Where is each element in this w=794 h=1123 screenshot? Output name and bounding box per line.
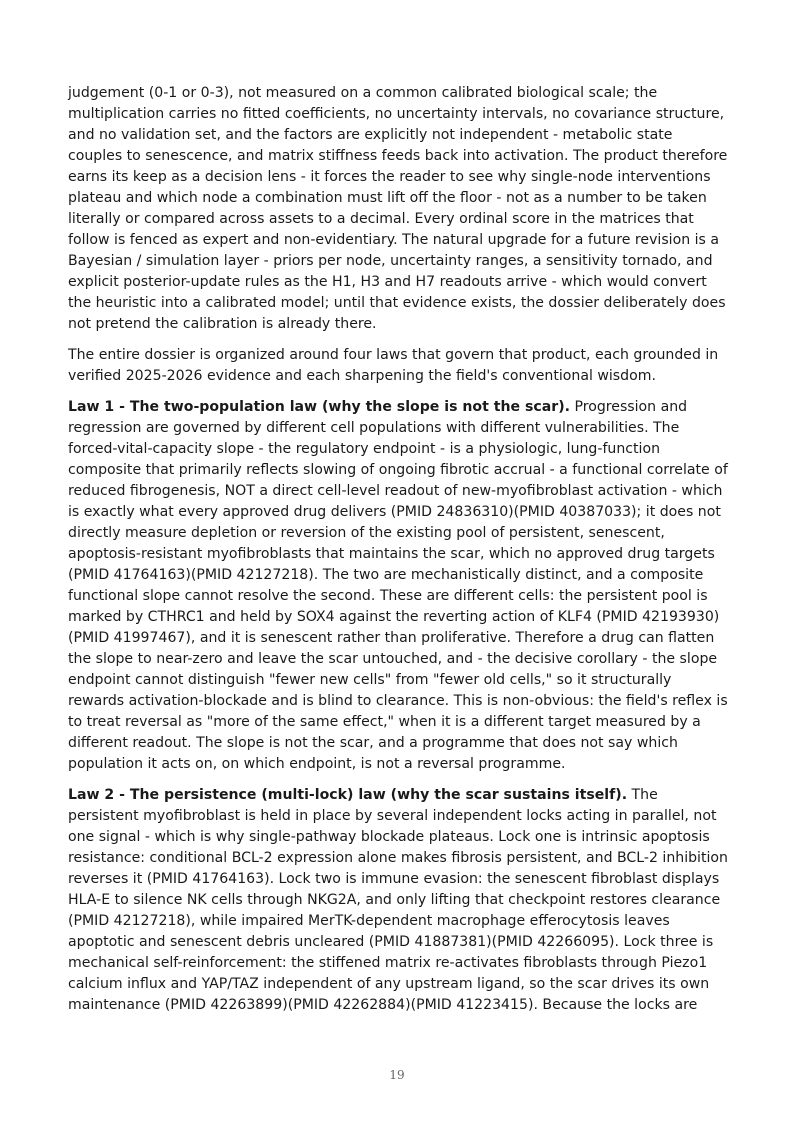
law-2-heading: Law 2 - The persistence (multi-lock) law (why the scar sustains itself).: [68, 787, 628, 803]
law-1-text: Progression and regression are governed by different cell populations with different vulnerabilities. The forced-vital-capacity slope - the regulatory endpoint - is a physiologic, lung-function composite that primarily reflects slowing of ongoing fibrotic accrual - a functional correlate of reduced fibrogenesis, NOT a direct cell-level readout of new-myofibroblast activation - which is exactly what every approved drug delivers (PMID 24836310)(PMID 40387033); it does not directly measure depletion or reversion of the existing pool of persistent, senescent, apoptosis-resistant myofibroblasts that maintains the scar, which no approved drug targets (PMID 41764163)(PMID 42127218). The two are mechanistically distinct, and a composite functional slope cannot resolve the second. These are different cells: the persistent pool is marked by CTHRC1 and held by SOX4 against the reverting action of KLF4 (PMID 42193930)(PMID 41997467), and it is senescent rather than proliferative. Therefore a drug can flatten the slope to near-zero and leave the scar untouched, and - the decisive corollary - the slope endpoint cannot distinguish "fewer new cells" from "fewer old cells," so it structurally rewards activation-blockade and is blind to clearance. This is non-obvious: the field's reflex is to treat reversal as "more of the same effect," when it is a different target measured by a different readout. The slope is not the scar, and a programme that does not say which population it acts on, on which endpoint, is not a reversal programme.: [68, 399, 728, 772]
law-1-heading: Law 1 - The two-population law (why the slope is not the scar).: [68, 399, 570, 415]
paragraph-four-laws-intro: [68, 345, 728, 387]
paragraph-text: judgement (0-1 or 0-3), not measured on a common calibrated biological scale; the multiplication carries no fitted coefficients, no uncertainty intervals, no covariance structure, and no validation set, and the factors are explicitly not independent - metabolic state couples to senescence, and matrix stiffness feeds back into activation. The product therefore earns its keep as a decision lens - it forces the reader to see why single-node interventions plateau and which node a combination must lift off the floor - not as a number to be taken literally or compared across assets to a decimal. Every ordinal score in the matrices that follow is fenced as expert and non-evidentiary. The natural upgrade for a future revision is a Bayesian / simulation layer - priors per node, uncertainty ranges, a sensitivity tornado, and explicit posterior-update rules as the H1, H3 and H7 readouts arrive - which would convert the heuristic into a calibrated model; until that evidence exists, the dossier deliberately does not pretend the calibration is already there.: [68, 85, 728, 332]
law-2-text: The persistent myofibroblast is held in place by several independent locks acting in parallel, not one signal - which is why single-pathway blockade plateaus. Lock one is intrinsic apoptosis resistance: conditional BCL-2 expression alone makes fibrosis persistent, and BCL-2 inhibition reverses it (PMID 41764163). Lock two is immune evasion: the senescent fibroblast displays HLA-E to silence NK cells through NKG2A, and only lifting that checkpoint restores clearance (PMID 42127218), while impaired MerTK-dependent macrophage efferocytosis leaves apoptotic and senescent debris uncleared (PMID 41887381)(PMID 42266095). Lock three is mechanical self-reinforcement: the stiffened matrix re-activates fibroblasts through Piezo1 calcium influx and YAP/TAZ independent of any upstream ligand, so the scar drives its own maintenance (PMID 42263899)(PMID 42262884)(PMID 41223415). Because the locks are: [68, 787, 728, 1013]
paragraph-law-2: [68, 785, 728, 1016]
paragraph-calibration-caveat: [68, 83, 728, 335]
document-body: [68, 83, 728, 1026]
paragraph-text: The entire dossier is organized around four laws that govern that product, each grounded in verified 2025-2026 evidence and each sharpening the field's conventional wisdom.: [68, 347, 719, 384]
paragraph-law-1: [68, 397, 728, 775]
page-number: 19: [389, 1068, 405, 1082]
